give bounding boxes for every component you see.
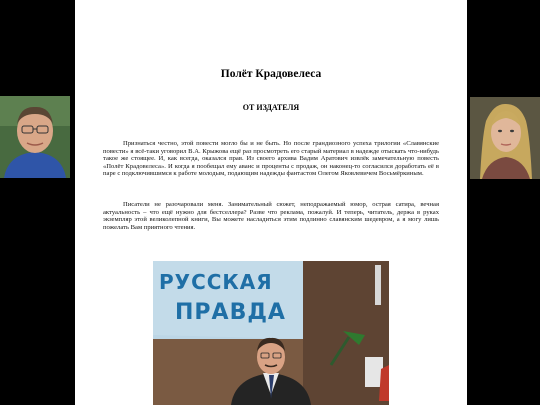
section-heading: ОТ ИЗДАТЕЛЯ xyxy=(242,103,300,112)
paragraph-2: Писатели не разочаровали меня. Занимательный сюжет, неподражаемый юмор, острая сатира, вечная актуальность – что ещё нужно для бестселлера? Разве что реклама, пожалуй. И теперь, читатель, держа в руках экземпляр этой великолепной книги, Вы можете насладиться этим подлинно славянским шедевром, а я могу лишь пожелать Вам приятного чтения. xyxy=(103,201,439,231)
svg-text:ПРАВДА: ПРАВДА xyxy=(175,300,286,325)
publisher-photo xyxy=(153,261,389,405)
book-title: Полёт Крадовелеса xyxy=(220,68,322,80)
document-page xyxy=(75,0,467,405)
banner-text: РУССКАЯ xyxy=(159,270,273,294)
author-photo-left xyxy=(0,96,70,178)
paragraph-1: Признаться честно, этой повести могло бы и не быть. Но после грандиозного успеха трилогии «Славянские повести» я всё-таки уговорил В.А. Крыжова ещё раз просмотреть его старый материал в надежде отыскать что-нибудь такое же стоящее. И, как всегда, оказался прав. Из своего архива Вадим Аратович извлёк замечательную повесть «Полёт Крадовелеса». И когда я пообещал ему аванс и проценты с продаж, он наконец-то согласился доработать её в паре с подключившимся к работе молодым, подающим надежды фантастом Олегом Яковлевичем Восьмёркиным. xyxy=(103,140,439,178)
author-photo-right xyxy=(470,97,540,179)
